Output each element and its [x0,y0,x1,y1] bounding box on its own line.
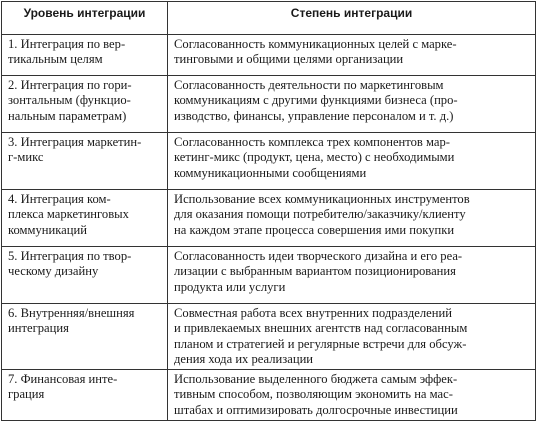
level-cell [2,133,168,190]
level-cell [2,370,168,421]
header-level: Уровень интеграции [2,2,168,35]
level-text: 6. Внутренняя/внешняя интеграция [8,306,135,336]
level-cell [2,304,168,370]
degree-text: Использование всех коммуникационных инструментов для оказания помощи потребителю/заказчику/клиенту на каждом этапе процесса совершения ими покупки [174,192,470,237]
level-cell [2,35,168,76]
degree-text: Согласованность коммуникационных целей с марке- тинговыми и общими целями организации [174,37,457,67]
degree-cell [168,35,536,76]
degree-cell [168,190,536,247]
table-row [2,133,536,190]
degree-text: Согласованность деятельности по маркетинговым коммуникациям с другими функциями бизнеса (про- изводство, финансы, управление персоналом и т. д.) [174,78,458,123]
integration-table [1,1,536,421]
degree-text: Согласованность комплекса трех компонентов мар- кетинг-микс (продукт, цена, место) с необходимыми коммуникационными сообщениями [174,135,455,180]
degree-text: Использование выделенного бюджета самым эффек- тивным способом, позволяющим экономить на мас- штабах и оптимизировать долгосрочные инвестиции [174,372,458,417]
table-row [2,304,536,370]
degree-text: Согласованность идеи творческого дизайна и его реа- лизации с выбранным вариантом позиционирования продукта или услуги [174,249,463,294]
level-text: 7. Финансовая инте- грация [8,372,118,402]
level-text: 4. Интеграция ком- плекса маркетинговых коммуникаций [8,192,129,237]
level-cell [2,247,168,304]
level-text: 1. Интеграция по вер- тикальным целям [8,37,126,67]
table-row [2,35,536,76]
degree-cell [168,370,536,421]
degree-text: Совместная работа всех внутренних подразделений и привлекаемых внешних агентств над согласованным планом и стратегией и регулярные встречи для обсуж- дения хода их реализации [174,306,468,366]
table-row [2,247,536,304]
degree-cell [168,76,536,133]
degree-cell [168,247,536,304]
table-row [2,370,536,421]
degree-cell [168,304,536,370]
level-cell [2,190,168,247]
header-degree: Степень интеграции [168,2,536,35]
level-text: 2. Интеграция по гори- зонтальным (функцио- нальным параметрам) [8,78,132,123]
table-row [2,190,536,247]
level-cell [2,76,168,133]
level-text: 3. Интеграция маркетин- г-микс [8,135,142,165]
table-row [2,76,536,133]
table-header-row [2,2,536,35]
degree-cell [168,133,536,190]
level-text: 5. Интеграция по твор- ческому дизайну [8,249,132,279]
